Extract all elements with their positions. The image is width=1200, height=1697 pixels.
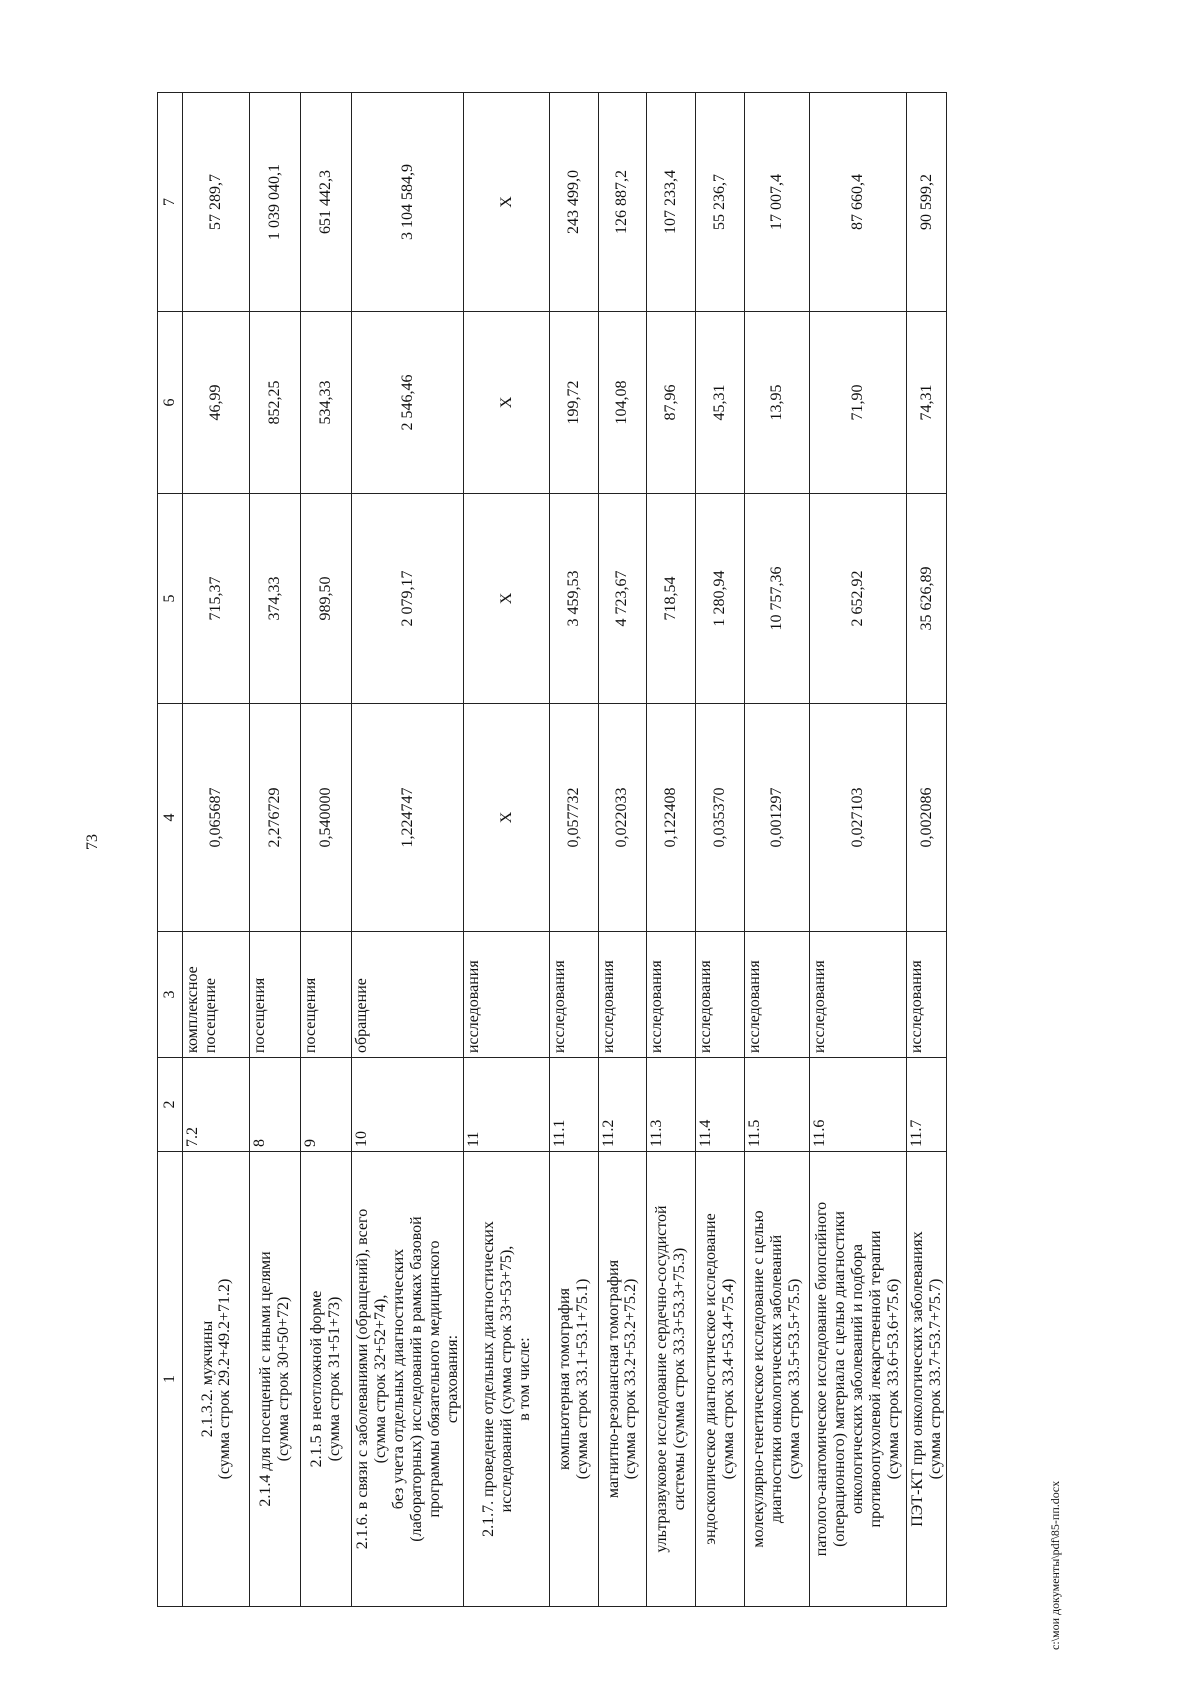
cell-c1: 2.1.3.2. мужчины (сумма строк 29.2+49.2+71.2) bbox=[183, 1152, 250, 1607]
cell-c5: 1 280,94 bbox=[696, 494, 745, 704]
cell-c1: компьютерная томография (сумма строк 33.1+53.1+75.1) bbox=[549, 1152, 598, 1607]
cell-c6: 534,33 bbox=[301, 312, 352, 494]
cell-c1: 2.1.5 в неотложной форме (сумма строк 31+51+73) bbox=[301, 1152, 352, 1607]
cell-c2: 8 bbox=[250, 1058, 301, 1152]
cell-c1: 2.1.7. проведение отдельных диагностических исследований (сумма строк 33+53+75), в том числе: bbox=[464, 1152, 549, 1607]
cell-c4: 0,022033 bbox=[598, 704, 647, 932]
cell-c3: исследования bbox=[598, 932, 647, 1058]
rotated-table-container bbox=[157, 93, 947, 1607]
cell-c2: 9 bbox=[301, 1058, 352, 1152]
cell-c2: 11.7 bbox=[907, 1058, 947, 1152]
cell-c4: 0,002086 bbox=[907, 704, 947, 932]
cell-c2: 7.2 bbox=[183, 1058, 250, 1152]
table-row bbox=[352, 93, 464, 1607]
table-row bbox=[549, 93, 598, 1607]
cell-c3: обращение bbox=[352, 932, 464, 1058]
cell-c6: 45,31 bbox=[696, 312, 745, 494]
cell-c5: 2 652,92 bbox=[809, 494, 907, 704]
table-row bbox=[464, 93, 549, 1607]
table-row bbox=[647, 93, 696, 1607]
cell-c7: 243 499,0 bbox=[549, 93, 598, 312]
cell-c4: 0,065687 bbox=[183, 704, 250, 932]
cell-c2: 11.2 bbox=[598, 1058, 647, 1152]
column-number-1: 1 bbox=[158, 1152, 183, 1607]
page-number: 73 bbox=[84, 834, 101, 850]
cell-c3: исследования bbox=[647, 932, 696, 1058]
cell-c5: Х bbox=[464, 494, 549, 704]
table-row bbox=[907, 93, 947, 1607]
cell-c2: 11.5 bbox=[744, 1058, 809, 1152]
table-row bbox=[598, 93, 647, 1607]
column-number-2: 2 bbox=[158, 1058, 183, 1152]
cell-c3: исследования bbox=[907, 932, 947, 1058]
cell-c6: 199,72 bbox=[549, 312, 598, 494]
table-row bbox=[183, 93, 250, 1607]
cell-c7: 90 599,2 bbox=[907, 93, 947, 312]
cell-c4: 0,027103 bbox=[809, 704, 907, 932]
cell-c6: 71,90 bbox=[809, 312, 907, 494]
table-row bbox=[250, 93, 301, 1607]
cell-c3: исследования bbox=[696, 932, 745, 1058]
cell-c1: ультразвуковое исследование сердечно-сосудистой системы (сумма строк 33.3+53.3+75.3) bbox=[647, 1152, 696, 1607]
cell-c5: 374,33 bbox=[250, 494, 301, 704]
cell-c3: посещения bbox=[301, 932, 352, 1058]
cell-c3: комплексное посещение bbox=[183, 932, 250, 1058]
cell-c4: 0,122408 bbox=[647, 704, 696, 932]
cell-c3: исследования bbox=[549, 932, 598, 1058]
cell-c4: 2,276729 bbox=[250, 704, 301, 932]
cell-c1: эндоскопическое диагностическое исследование (сумма строк 33.4+53.4+75.4) bbox=[696, 1152, 745, 1607]
cell-c3: исследования bbox=[809, 932, 907, 1058]
cell-c6: 87,96 bbox=[647, 312, 696, 494]
cell-c7: 87 660,4 bbox=[809, 93, 907, 312]
table-row bbox=[696, 93, 745, 1607]
cell-c4: 0,001297 bbox=[744, 704, 809, 932]
cell-c5: 718,54 bbox=[647, 494, 696, 704]
cell-c5: 35 626,89 bbox=[907, 494, 947, 704]
cell-c7: Х bbox=[464, 93, 549, 312]
table-row bbox=[809, 93, 907, 1607]
cell-c6: 46,99 bbox=[183, 312, 250, 494]
cell-c2: 10 bbox=[352, 1058, 464, 1152]
cell-c7: 651 442,3 bbox=[301, 93, 352, 312]
cell-c7: 126 887,2 bbox=[598, 93, 647, 312]
cell-c7: 17 007,4 bbox=[744, 93, 809, 312]
column-number-5: 5 bbox=[158, 494, 183, 704]
cell-c1: 2.1.6. в связи с заболеваниями (обращений), всего (сумма строк 32+52+74), без учета отдельных диагностических (лабораторных) исследований в рамках базовой программы обязательного медицинского страхования: bbox=[352, 1152, 464, 1607]
cell-c2: 11 bbox=[464, 1058, 549, 1152]
column-number-3: 3 bbox=[158, 932, 183, 1058]
cell-c2: 11.4 bbox=[696, 1058, 745, 1152]
cell-c2: 11.6 bbox=[809, 1058, 907, 1152]
cell-c5: 715,37 bbox=[183, 494, 250, 704]
cell-c4: 0,057732 bbox=[549, 704, 598, 932]
cell-c6: 13,95 bbox=[744, 312, 809, 494]
cell-c7: 1 039 040,1 bbox=[250, 93, 301, 312]
cell-c2: 11.1 bbox=[549, 1058, 598, 1152]
cell-c1: магнитно-резонансная томография (сумма строк 33.2+53.2+75.2) bbox=[598, 1152, 647, 1607]
cell-c7: 57 289,7 bbox=[183, 93, 250, 312]
cell-c6: Х bbox=[464, 312, 549, 494]
cell-c6: 74,31 bbox=[907, 312, 947, 494]
footer-file-path: c:\мои документы\pdf\85-пп.docx bbox=[1048, 1480, 1062, 1650]
cell-c4: Х bbox=[464, 704, 549, 932]
cell-c5: 2 079,17 bbox=[352, 494, 464, 704]
cell-c1: молекулярно-генетическое исследование с целью диагностики онкологических заболеваний (сумма строк 33.5+53.5+75.5) bbox=[744, 1152, 809, 1607]
cell-c4: 0,035370 bbox=[696, 704, 745, 932]
cell-c4: 0,540000 bbox=[301, 704, 352, 932]
cell-c5: 3 459,53 bbox=[549, 494, 598, 704]
cell-c2: 11.3 bbox=[647, 1058, 696, 1152]
cell-c4: 1,224747 bbox=[352, 704, 464, 932]
cell-c6: 2 546,46 bbox=[352, 312, 464, 494]
column-number-7: 7 bbox=[158, 93, 183, 312]
column-number-row bbox=[158, 93, 183, 1607]
table-row bbox=[301, 93, 352, 1607]
cell-c3: исследования bbox=[744, 932, 809, 1058]
cell-c7: 107 233,4 bbox=[647, 93, 696, 312]
cell-c7: 55 236,7 bbox=[696, 93, 745, 312]
column-number-4: 4 bbox=[158, 704, 183, 932]
cell-c5: 989,50 bbox=[301, 494, 352, 704]
cell-c7: 3 104 584,9 bbox=[352, 93, 464, 312]
cell-c1: ПЭТ-КТ при онкологических заболеваниях (сумма строк 33.7+53.7+75.7) bbox=[907, 1152, 947, 1607]
table-row bbox=[744, 93, 809, 1607]
cell-c5: 4 723,67 bbox=[598, 494, 647, 704]
cell-c6: 104,08 bbox=[598, 312, 647, 494]
cell-c1: 2.1.4 для посещений с иными целями (сумма строк 30+50+72) bbox=[250, 1152, 301, 1607]
cell-c3: исследования bbox=[464, 932, 549, 1058]
cell-c6: 852,25 bbox=[250, 312, 301, 494]
cell-c1: патолого-анатомическое исследование биопсийного (операционного) материала с целью диагностики онкологических заболеваний и подбора противоопухолевой лекарственной терапии (сумма строк 33.6+53.6+75.6) bbox=[809, 1152, 907, 1607]
cell-c3: посещения bbox=[250, 932, 301, 1058]
financing-table bbox=[157, 92, 947, 1607]
column-number-6: 6 bbox=[158, 312, 183, 494]
cell-c5: 10 757,36 bbox=[744, 494, 809, 704]
